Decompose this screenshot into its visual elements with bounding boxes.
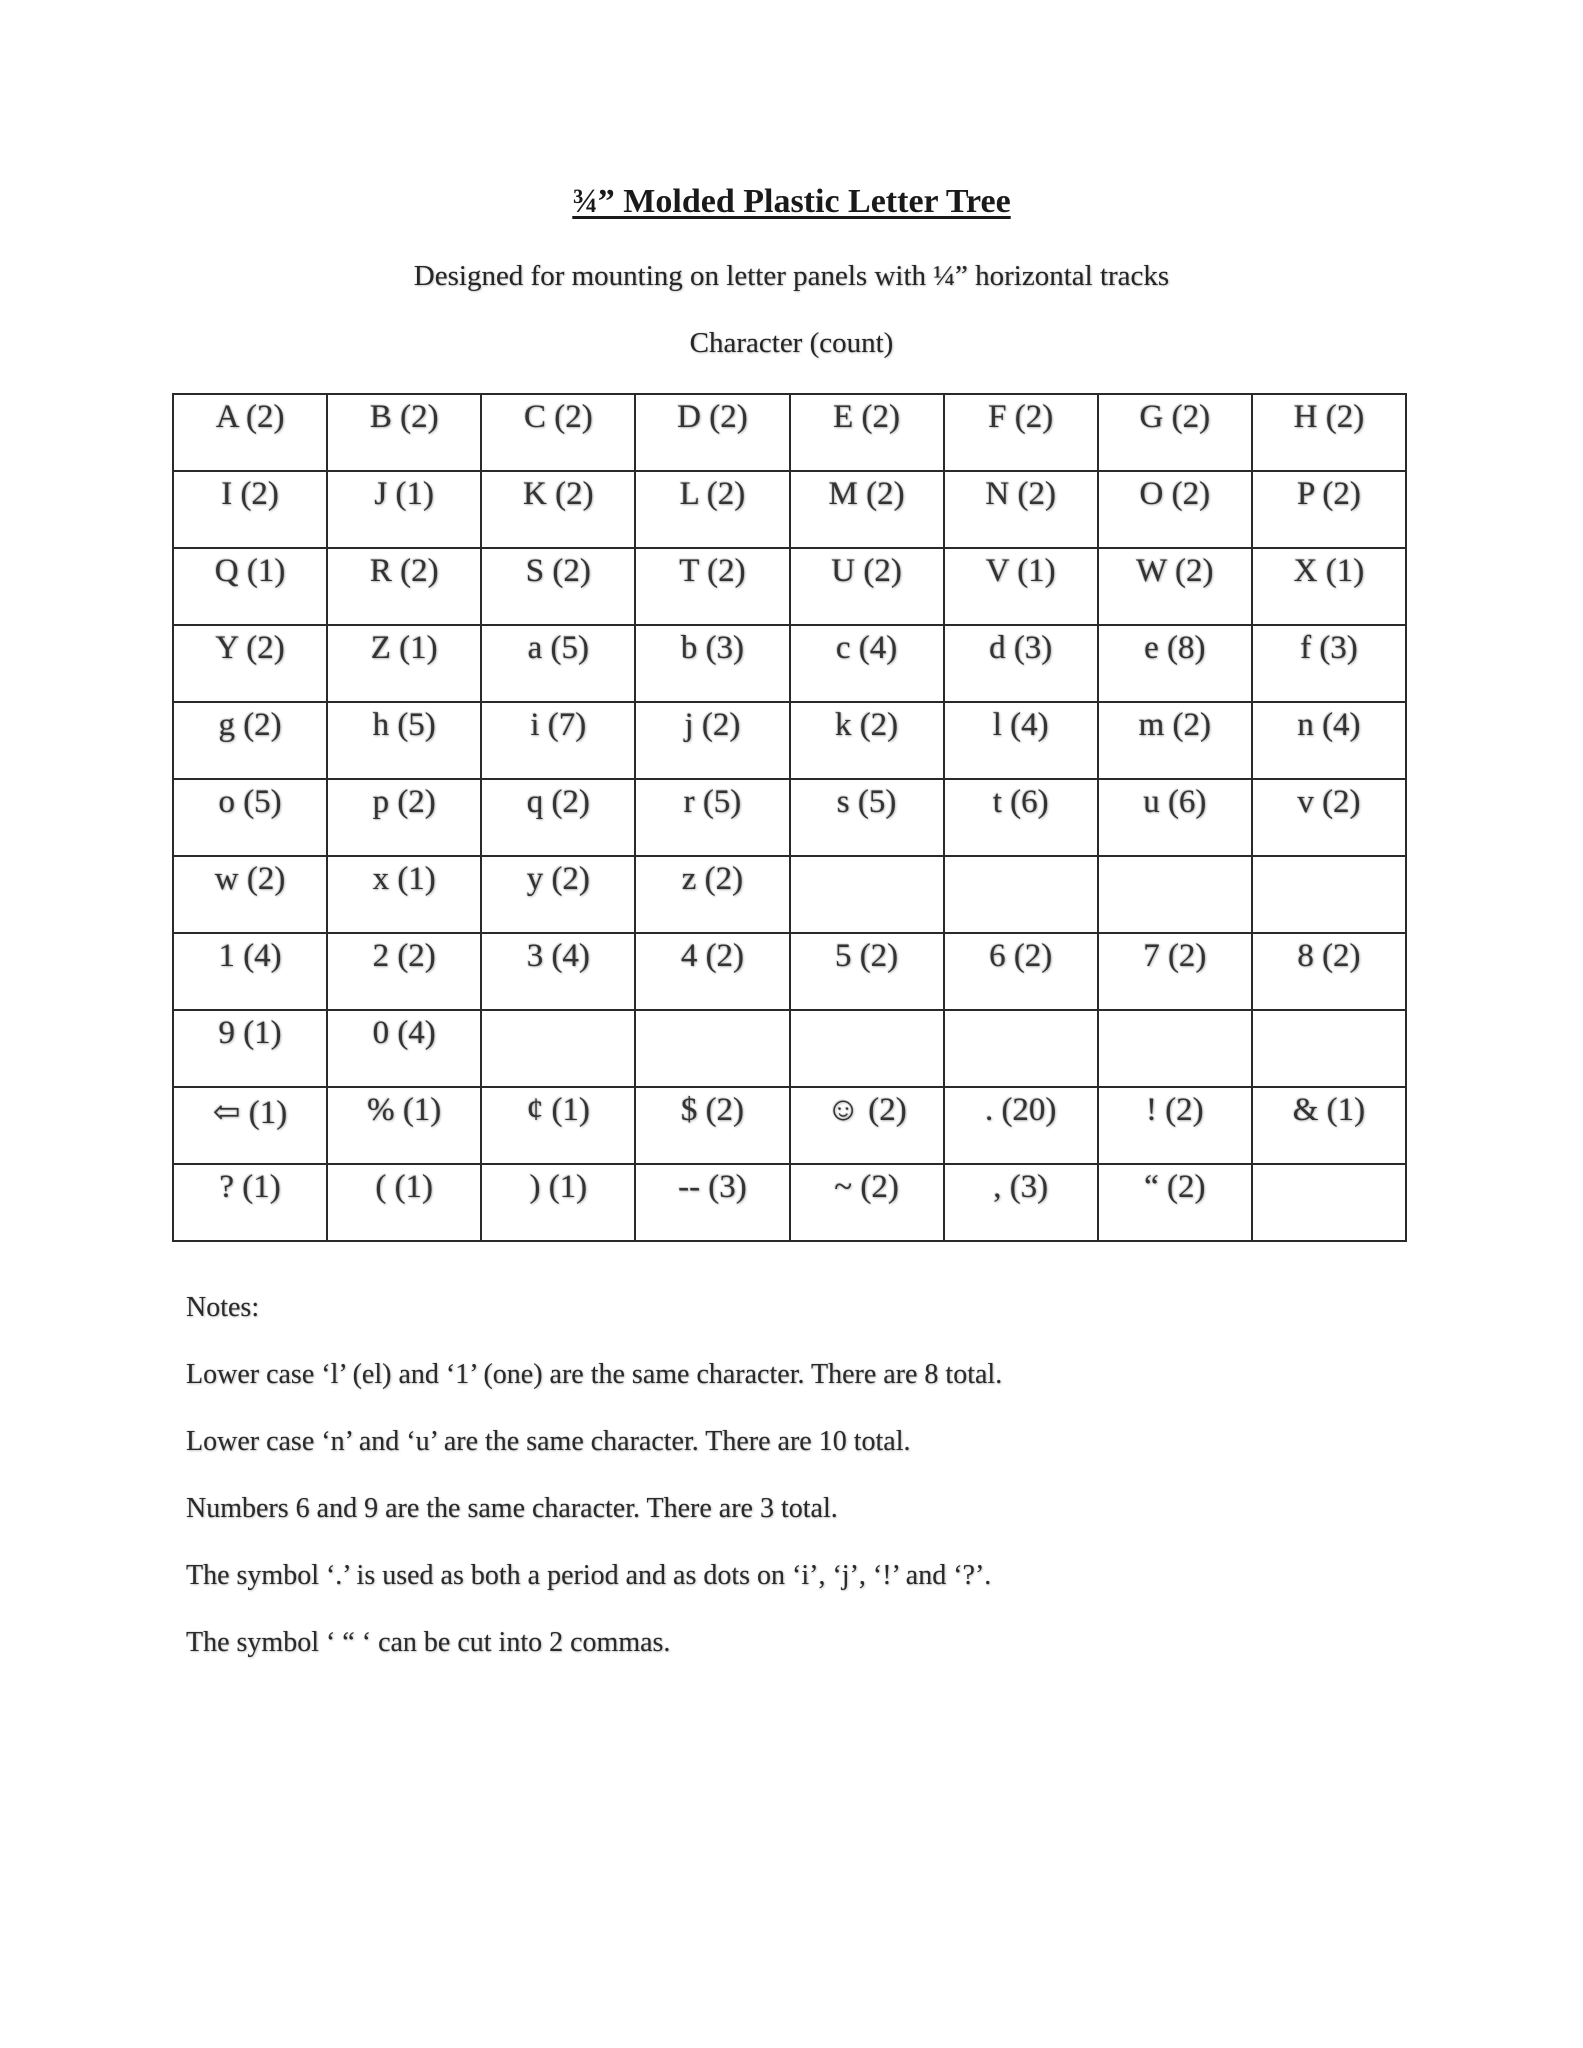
table-cell: 2 (2) <box>327 933 481 1010</box>
table-cell: ! (2) <box>1098 1087 1252 1164</box>
table-cell: , (3) <box>944 1164 1098 1241</box>
table-cell: i (7) <box>481 702 635 779</box>
table-cell: k (2) <box>790 702 944 779</box>
table-cell: . (20) <box>944 1087 1098 1164</box>
page-subtitle: Designed for mounting on letter panels with ¼” horizontal tracks <box>413 260 1170 292</box>
table-cell: u (6) <box>1098 779 1252 856</box>
table-cell: y (2) <box>481 856 635 933</box>
table-cell: z (2) <box>635 856 789 933</box>
table-row <box>173 933 1406 1010</box>
table-cell: 9 (1) <box>173 1010 327 1087</box>
table-cell: H (2) <box>1252 394 1406 471</box>
table-cell: ~ (2) <box>790 1164 944 1241</box>
table-cell <box>635 1010 789 1087</box>
table-row <box>173 1164 1406 1241</box>
table-cell: J (1) <box>327 471 481 548</box>
table-cell: q (2) <box>481 779 635 856</box>
note-item: Lower case ‘l’ (el) and ‘1’ (one) are the same character. There are 8 total. <box>186 1359 1003 1390</box>
table-cell: “ (2) <box>1098 1164 1252 1241</box>
table-cell: 1 (4) <box>173 933 327 1010</box>
table-cell: P (2) <box>1252 471 1406 548</box>
table-cell <box>1252 1010 1406 1087</box>
table-cell <box>1252 856 1406 933</box>
table-cell: p (2) <box>327 779 481 856</box>
note-item: Numbers 6 and 9 are the same character. There are 3 total. <box>186 1493 838 1524</box>
table-cell: w (2) <box>173 856 327 933</box>
table-cell: I (2) <box>173 471 327 548</box>
table-cell: F (2) <box>944 394 1098 471</box>
table-cell: h (5) <box>327 702 481 779</box>
table-cell: m (2) <box>1098 702 1252 779</box>
table-cell: v (2) <box>1252 779 1406 856</box>
table-cell: Z (1) <box>327 625 481 702</box>
table-cell: g (2) <box>173 702 327 779</box>
table-cell: & (1) <box>1252 1087 1406 1164</box>
table-row <box>173 779 1406 856</box>
table-cell: d (3) <box>944 625 1098 702</box>
table-cell: ( (1) <box>327 1164 481 1241</box>
table-row <box>173 625 1406 702</box>
table-cell <box>790 1010 944 1087</box>
table-cell: a (5) <box>481 625 635 702</box>
table-cell: C (2) <box>481 394 635 471</box>
table-cell: s (5) <box>790 779 944 856</box>
table-cell: 4 (2) <box>635 933 789 1010</box>
table-cell <box>1252 1164 1406 1241</box>
table-row <box>173 856 1406 933</box>
table-cell: D (2) <box>635 394 789 471</box>
table-cell: A (2) <box>173 394 327 471</box>
note-item: Lower case ‘n’ and ‘u’ are the same character. There are 10 total. <box>186 1426 911 1457</box>
table-cell: 0 (4) <box>327 1010 481 1087</box>
table-cell: N (2) <box>944 471 1098 548</box>
table-cell <box>944 1010 1098 1087</box>
table-cell: 6 (2) <box>944 933 1098 1010</box>
table-cell: l (4) <box>944 702 1098 779</box>
table-cell: S (2) <box>481 548 635 625</box>
table-row <box>173 548 1406 625</box>
table-cell: ☺ (2) <box>790 1087 944 1164</box>
table-cell: t (6) <box>944 779 1098 856</box>
table-cell: 5 (2) <box>790 933 944 1010</box>
table-row <box>173 1010 1406 1087</box>
table-cell: B (2) <box>327 394 481 471</box>
table-cell <box>1098 856 1252 933</box>
table-cell: K (2) <box>481 471 635 548</box>
table-heading: Character (count) <box>689 327 894 359</box>
table-cell: O (2) <box>1098 471 1252 548</box>
character-count-table <box>172 393 1407 1242</box>
table-cell: ¢ (1) <box>481 1087 635 1164</box>
table-cell: % (1) <box>327 1087 481 1164</box>
table-cell: ? (1) <box>173 1164 327 1241</box>
notes-heading: Notes: <box>186 1292 260 1323</box>
table-cell <box>481 1010 635 1087</box>
table-cell: e (8) <box>1098 625 1252 702</box>
table-cell: c (4) <box>790 625 944 702</box>
note-item: The symbol ‘.’ is used as both a period and as dots on ‘i’, ‘j’, ‘!’ and ‘?’. <box>186 1560 992 1591</box>
table-cell <box>790 856 944 933</box>
note-item: The symbol ‘ “ ‘ can be cut into 2 commas. <box>186 1627 671 1658</box>
table-row <box>173 1087 1406 1164</box>
notes-section <box>186 1290 1436 1692</box>
table-cell: ⇦ (1) <box>173 1087 327 1164</box>
table-cell: $ (2) <box>635 1087 789 1164</box>
table-cell: 7 (2) <box>1098 933 1252 1010</box>
table-cell: R (2) <box>327 548 481 625</box>
table-row <box>173 471 1406 548</box>
table-cell: U (2) <box>790 548 944 625</box>
table-cell: W (2) <box>1098 548 1252 625</box>
table-cell: x (1) <box>327 856 481 933</box>
table-cell: Q (1) <box>173 548 327 625</box>
table-cell <box>1098 1010 1252 1087</box>
table-cell: 8 (2) <box>1252 933 1406 1010</box>
table-cell: r (5) <box>635 779 789 856</box>
table-row <box>173 702 1406 779</box>
table-row <box>173 394 1406 471</box>
table-cell: o (5) <box>173 779 327 856</box>
table-cell: n (4) <box>1252 702 1406 779</box>
table-cell: T (2) <box>635 548 789 625</box>
table-cell: M (2) <box>790 471 944 548</box>
page-title: ¾” Molded Plastic Letter Tree <box>572 183 1011 220</box>
table-cell: 3 (4) <box>481 933 635 1010</box>
table-cell: b (3) <box>635 625 789 702</box>
table-cell: Y (2) <box>173 625 327 702</box>
table-cell: ) (1) <box>481 1164 635 1241</box>
table-cell: X (1) <box>1252 548 1406 625</box>
table-cell: V (1) <box>944 548 1098 625</box>
table-cell: L (2) <box>635 471 789 548</box>
table-cell: j (2) <box>635 702 789 779</box>
table-cell: G (2) <box>1098 394 1252 471</box>
table-cell: -- (3) <box>635 1164 789 1241</box>
table-cell: f (3) <box>1252 625 1406 702</box>
table-cell <box>944 856 1098 933</box>
table-cell: E (2) <box>790 394 944 471</box>
